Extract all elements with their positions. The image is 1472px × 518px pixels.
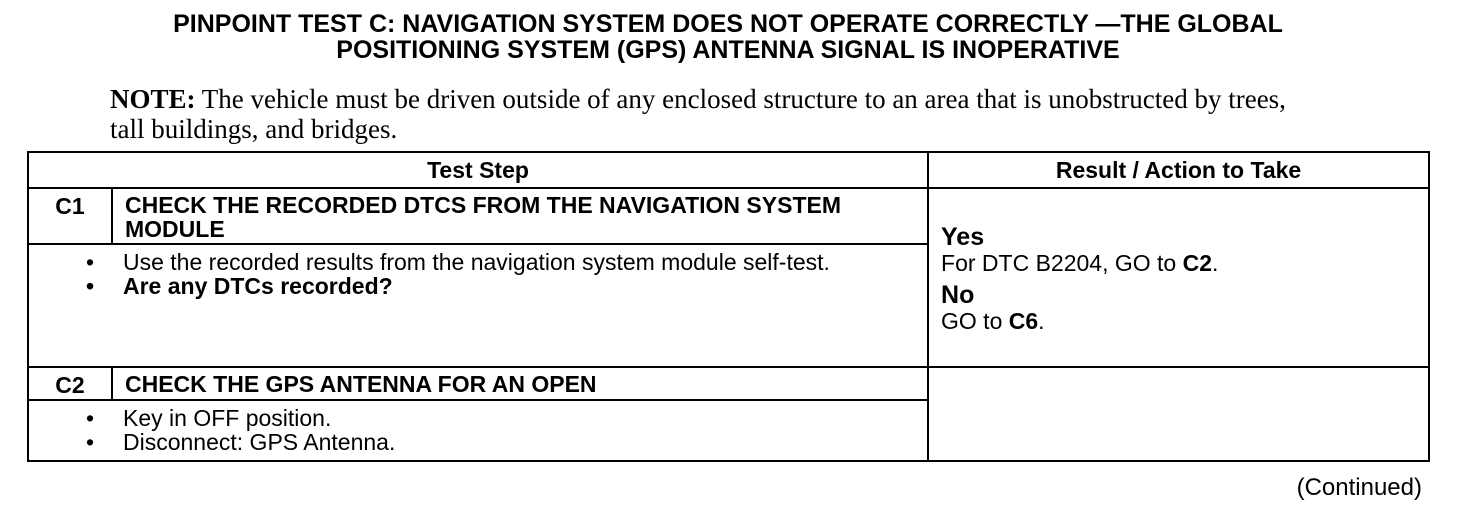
result-c1: [928, 188, 1429, 367]
title-line-2: POSITIONING SYSTEM (GPS) ANTENNA SIGNAL IS INOPERATIVE: [336, 36, 1120, 64]
page-title: [0, 11, 1456, 63]
list-item: • Disconnect: GPS Antenna.: [123, 430, 917, 454]
note-text: The vehicle must be driven outside of any enclosed structure to an area that is unobstructed by trees, tall buildings, and bridges.: [110, 84, 1286, 144]
result-no-label: No: [941, 280, 975, 309]
note: [110, 84, 1310, 144]
step-id-c2: C2: [28, 367, 112, 400]
step-id-c1: C1: [28, 188, 112, 244]
yes-end: .: [1212, 249, 1219, 276]
no-action: GO to: [941, 307, 1009, 334]
continued-label: (Continued): [1296, 474, 1422, 501]
step-body-c1: [28, 244, 928, 367]
result-yes-text: [941, 251, 1416, 275]
step-body-c2: [28, 400, 928, 461]
list-item: • Are any DTCs recorded?: [123, 274, 917, 298]
yes-ref: C2: [1182, 249, 1213, 276]
note-label: NOTE:: [110, 84, 196, 114]
result-c2: [928, 367, 1429, 461]
result-yes-label: Yes: [941, 222, 985, 251]
list-item: • Use the recorded results from the navigation system module self-test.: [123, 250, 917, 274]
pinpoint-test-table: [27, 151, 1430, 462]
yes-action: For DTC B2204, GO to: [941, 249, 1183, 276]
no-ref: C6: [1008, 307, 1039, 334]
header-result: Result / Action to Take: [928, 152, 1429, 188]
title-line-1: PINPOINT TEST C: NAVIGATION SYSTEM DOES NOT OPERATE CORRECTLY —THE GLOBAL: [173, 10, 1283, 38]
header-test-step: Test Step: [28, 152, 928, 188]
list-item: • Key in OFF position.: [123, 406, 917, 430]
table-row: [28, 367, 1429, 400]
step-title-c2: CHECK THE GPS ANTENNA FOR AN OPEN: [112, 367, 928, 400]
step-title-c1: CHECK THE RECORDED DTCS FROM THE NAVIGATION SYSTEM MODULE: [112, 188, 928, 244]
no-end: .: [1038, 307, 1045, 334]
result-no-text: [941, 309, 1416, 333]
table-header-row: [28, 152, 1429, 188]
table-row: [28, 188, 1429, 244]
